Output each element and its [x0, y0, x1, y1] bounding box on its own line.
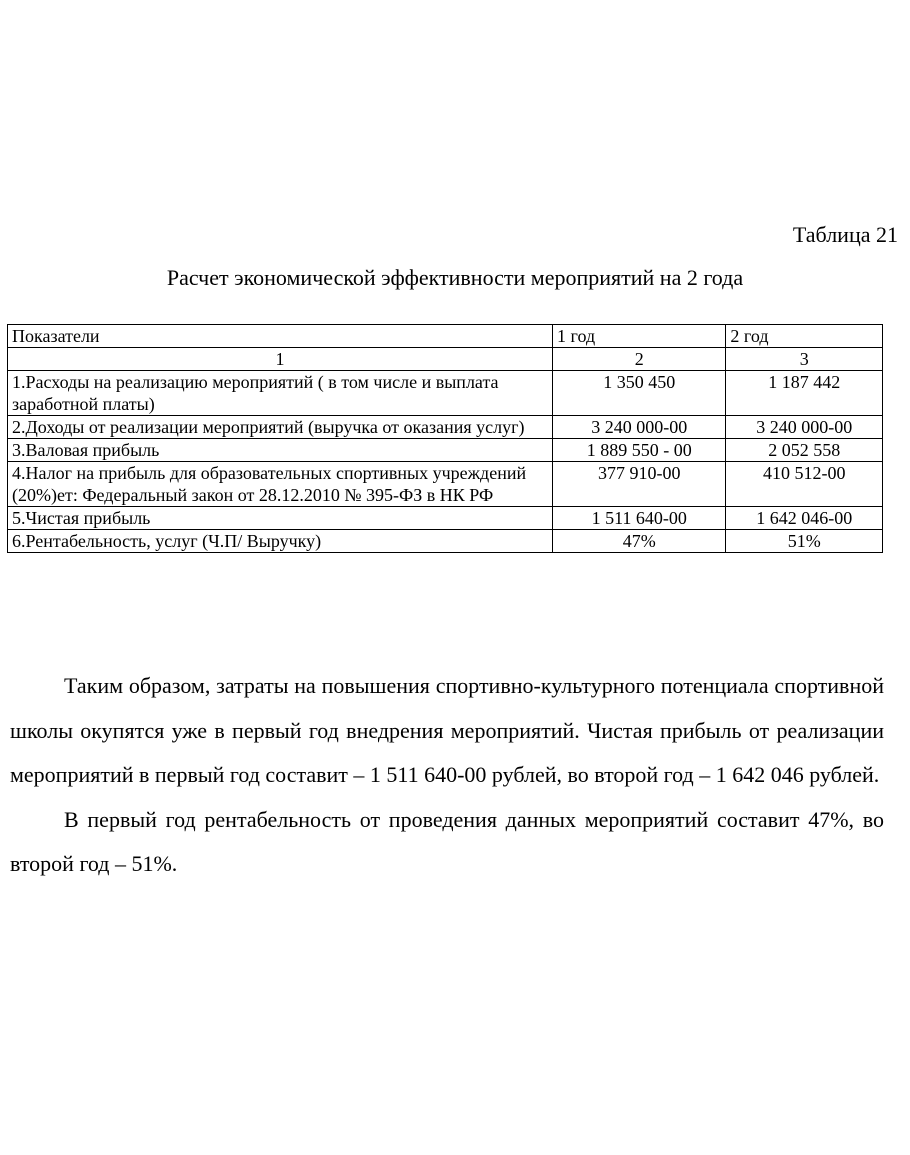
paragraph: Таким образом, затраты на повышения спортивно-культурного потенциала спортивной школы окупятся уже в первый год внедрения мероприятий. Чистая прибыль от реализации мероприятий в первый год составит – 1 511 640-00 рублей, во второй год – 1 642 046 рублей.: [10, 673, 884, 787]
table-row: [8, 416, 883, 439]
table-row: [8, 371, 883, 416]
row-value-year-2: 51%: [726, 530, 883, 553]
column-number-2: 2: [553, 348, 726, 371]
table-row: [8, 530, 883, 553]
paragraph: В первый год рентабельность от проведения данных мероприятий составит 47%, во второй год – 51%.: [10, 806, 884, 876]
row-value-year-1: 1 511 640-00: [553, 507, 726, 530]
row-value-year-1: 1 350 450: [553, 371, 726, 416]
table-row: [8, 507, 883, 530]
table-row: [8, 462, 883, 507]
body-text: [10, 664, 884, 887]
row-value-year-2: 410 512-00: [726, 462, 883, 507]
row-value-year-1: 47%: [553, 530, 726, 553]
row-value-year-1: 377 910-00: [553, 462, 726, 507]
efficiency-table: [7, 324, 883, 553]
row-value-year-2: 3 240 000-00: [726, 416, 883, 439]
row-value-year-2: 2 052 558: [726, 439, 883, 462]
table-row: [8, 439, 883, 462]
table-header-row: [8, 325, 883, 348]
row-label: 6.Рентабельность, услуг (Ч.П/ Выручку): [8, 530, 553, 553]
header-year-2: 2 год: [726, 325, 883, 348]
row-value-year-1: 1 889 550 - 00: [553, 439, 726, 462]
row-value-year-1: 3 240 000-00: [553, 416, 726, 439]
column-number-1: 1: [8, 348, 553, 371]
row-label: 4.Налог на прибыль для образовательных спортивных учреждений (20%)ет: Федеральный закон от 28.12.2010 № 395-ФЗ в НК РФ: [8, 462, 553, 507]
table-numbering-row: [8, 348, 883, 371]
row-value-year-2: 1 642 046-00: [726, 507, 883, 530]
column-number-3: 3: [726, 348, 883, 371]
table-title: Расчет экономической эффективности мероприятий на 2 года: [166, 265, 744, 290]
row-label: 5.Чистая прибыль: [8, 507, 553, 530]
header-indicators: Показатели: [8, 325, 553, 348]
header-year-1: 1 год: [553, 325, 726, 348]
row-value-year-2: 1 187 442: [726, 371, 883, 416]
row-label: 2.Доходы от реализации мероприятий (выручка от оказания услуг): [8, 416, 553, 439]
row-label: 1.Расходы на реализацию мероприятий ( в том числе и выплата заработной платы): [8, 371, 553, 416]
row-label: 3.Валовая прибыль: [8, 439, 553, 462]
table-caption: Таблица 21: [792, 222, 898, 247]
